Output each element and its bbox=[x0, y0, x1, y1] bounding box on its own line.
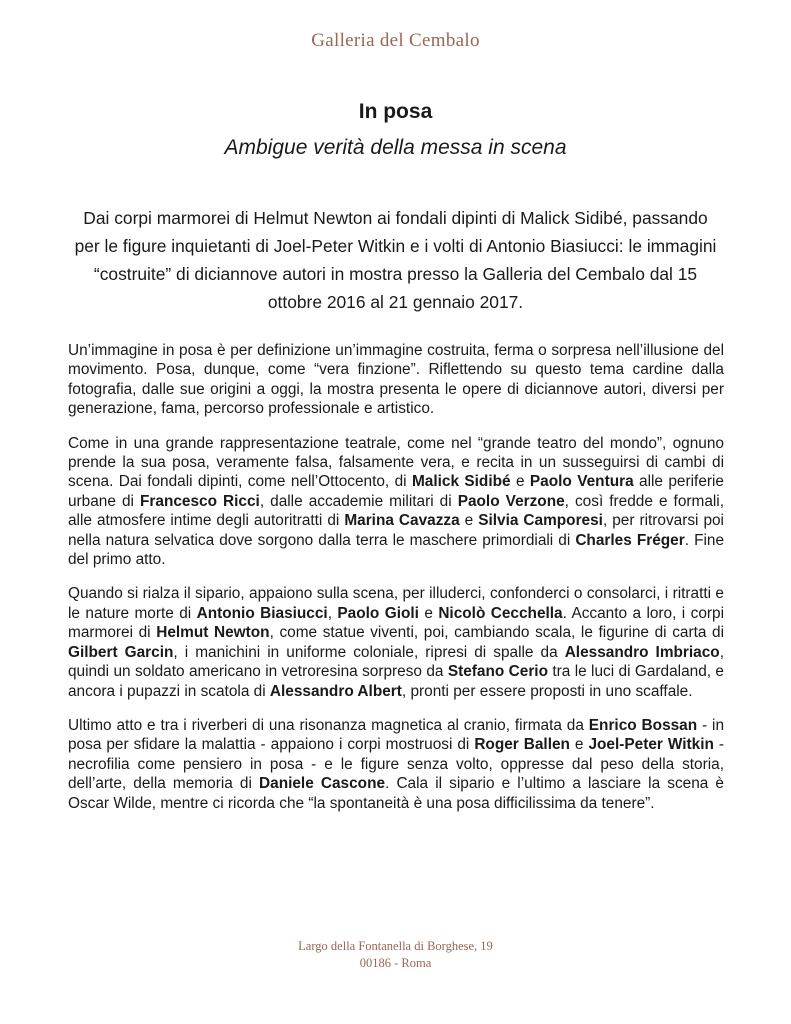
artist-name: Gilbert Garcin bbox=[68, 643, 174, 661]
artist-name: Helmut Newton bbox=[156, 624, 270, 642]
artist-name: Joel-Peter Witkin bbox=[588, 736, 714, 754]
artist-name: Marina Cavazza bbox=[344, 512, 460, 530]
gallery-brand-header: Galleria del Cembalo bbox=[311, 30, 480, 51]
body-paragraph: Quando si rialza il sipario, appaiono sulla scena, per illuderci, confonderci o consolarci, i ritratti e le nature morte di Antonio Biasiucci, Paolo Gioli e Nicolò Cecchella. Accanto a loro, i corpi marmorei di Helmut Newton, come statue viventi, poi, cambiando scala, le figurine di carta di Gilbert Garcin, i manichini in uniforme coloniale, ripresi di spalle da Alessandro Imbriaco, quindi un soldato americano in vetroresina sorpreso da Stefano Cerio tra le luci di Gardaland, e ancora i pupazzi in scatola di Alessandro Albert, pronti per essere proposti in uno scaffale. bbox=[68, 585, 724, 700]
footer-address-line: Largo della Fontanella di Borghese, 19 bbox=[298, 939, 493, 953]
page-subtitle: Ambigue verità della messa in scena bbox=[224, 136, 567, 159]
body-text bbox=[68, 341, 724, 828]
lead-paragraph: Dai corpi marmorei di Helmut Newton ai fondali dipinti di Malick Sidibé, passando per le figure inquietanti di Joel-Peter Witkin e i volti di Antonio Biasiucci: le immagini “costruite” di diciannove autori in mostra presso la Galleria del Cembalo dal 15 ottobre 2016 al 21 gennaio 2017. bbox=[74, 208, 717, 312]
artist-name: Francesco Ricci bbox=[140, 492, 260, 510]
body-paragraph: Un’immagine in posa è per definizione un’immagine costruita, ferma o sorpresa nell’illusione del movimento. Posa, dunque, come “vera finzione”. Riflettendo su questo tema cardine dalla fotografia, dalle sue origini a oggi, la mostra presenta le opere di diciannove autori, diversi per generazione, fama, percorso professionale e artistico. bbox=[68, 342, 724, 418]
body-paragraph: Come in una grande rappresentazione teatrale, come nel “grande teatro del mondo”, ognuno prende la sua posa, veramente falsa, falsamente vera, e recita in un susseguirsi di cambi di scena. Dai fondali dipinti, come nell’Ottocento, di Malick Sidibé e Paolo Ventura alle periferie urbane di Francesco Ricci, dalle accademie militari di Paolo Verzone, così fredde e formali, alle atmosfere intime degli autoritratti di Marina Cavazza e Silvia Camporesi, per ritrovarsi poi nella natura selvatica dove sorgono dalla terra le maschere primordiali di Charles Fréger. Fine del primo atto. bbox=[68, 434, 725, 569]
artist-name: Paolo Gioli bbox=[337, 604, 419, 622]
artist-name: Antonio Biasiucci bbox=[196, 604, 328, 622]
footer-postal-line: 00186 - Roma bbox=[359, 956, 432, 970]
footer-address bbox=[0, 938, 791, 972]
artist-name: Enrico Bossan bbox=[588, 716, 698, 734]
artist-name: Paolo Verzone bbox=[457, 492, 565, 510]
artist-name: Daniele Cascone bbox=[259, 775, 386, 793]
body-paragraph: Ultimo atto e tra i riverberi di una risonanza magnetica al cranio, firmata da Enrico Bossan - in posa per sfidare la malattia - appaiono i corpi mostruosi di Roger Ballen e Joel-Peter Witkin - necrofilia come pensiero in posa - e le figure senza volto, oppresse dal peso della storia, dell’arte, della memoria di Daniele Cascone. Cala il sipario e l’ultimo a lasciare la scena è Oscar Wilde, mentre ci ricorda che “la spontaneità è una posa difficilissima da tenere”. bbox=[68, 716, 725, 812]
artist-name: Malick Sidibé bbox=[411, 473, 511, 491]
artist-name: Paolo Ventura bbox=[529, 473, 634, 491]
artist-name: Silvia Camporesi bbox=[478, 512, 603, 530]
page-title: In posa bbox=[358, 100, 433, 123]
artist-name: Roger Ballen bbox=[474, 736, 570, 754]
artist-name: Nicolò Cecchella bbox=[438, 604, 563, 622]
artist-name: Charles Fréger bbox=[575, 531, 685, 549]
artist-name: Stefano Cerio bbox=[447, 663, 548, 681]
artist-name: Alessandro Albert bbox=[269, 682, 402, 700]
artist-name: Alessandro Imbriaco bbox=[564, 643, 720, 661]
